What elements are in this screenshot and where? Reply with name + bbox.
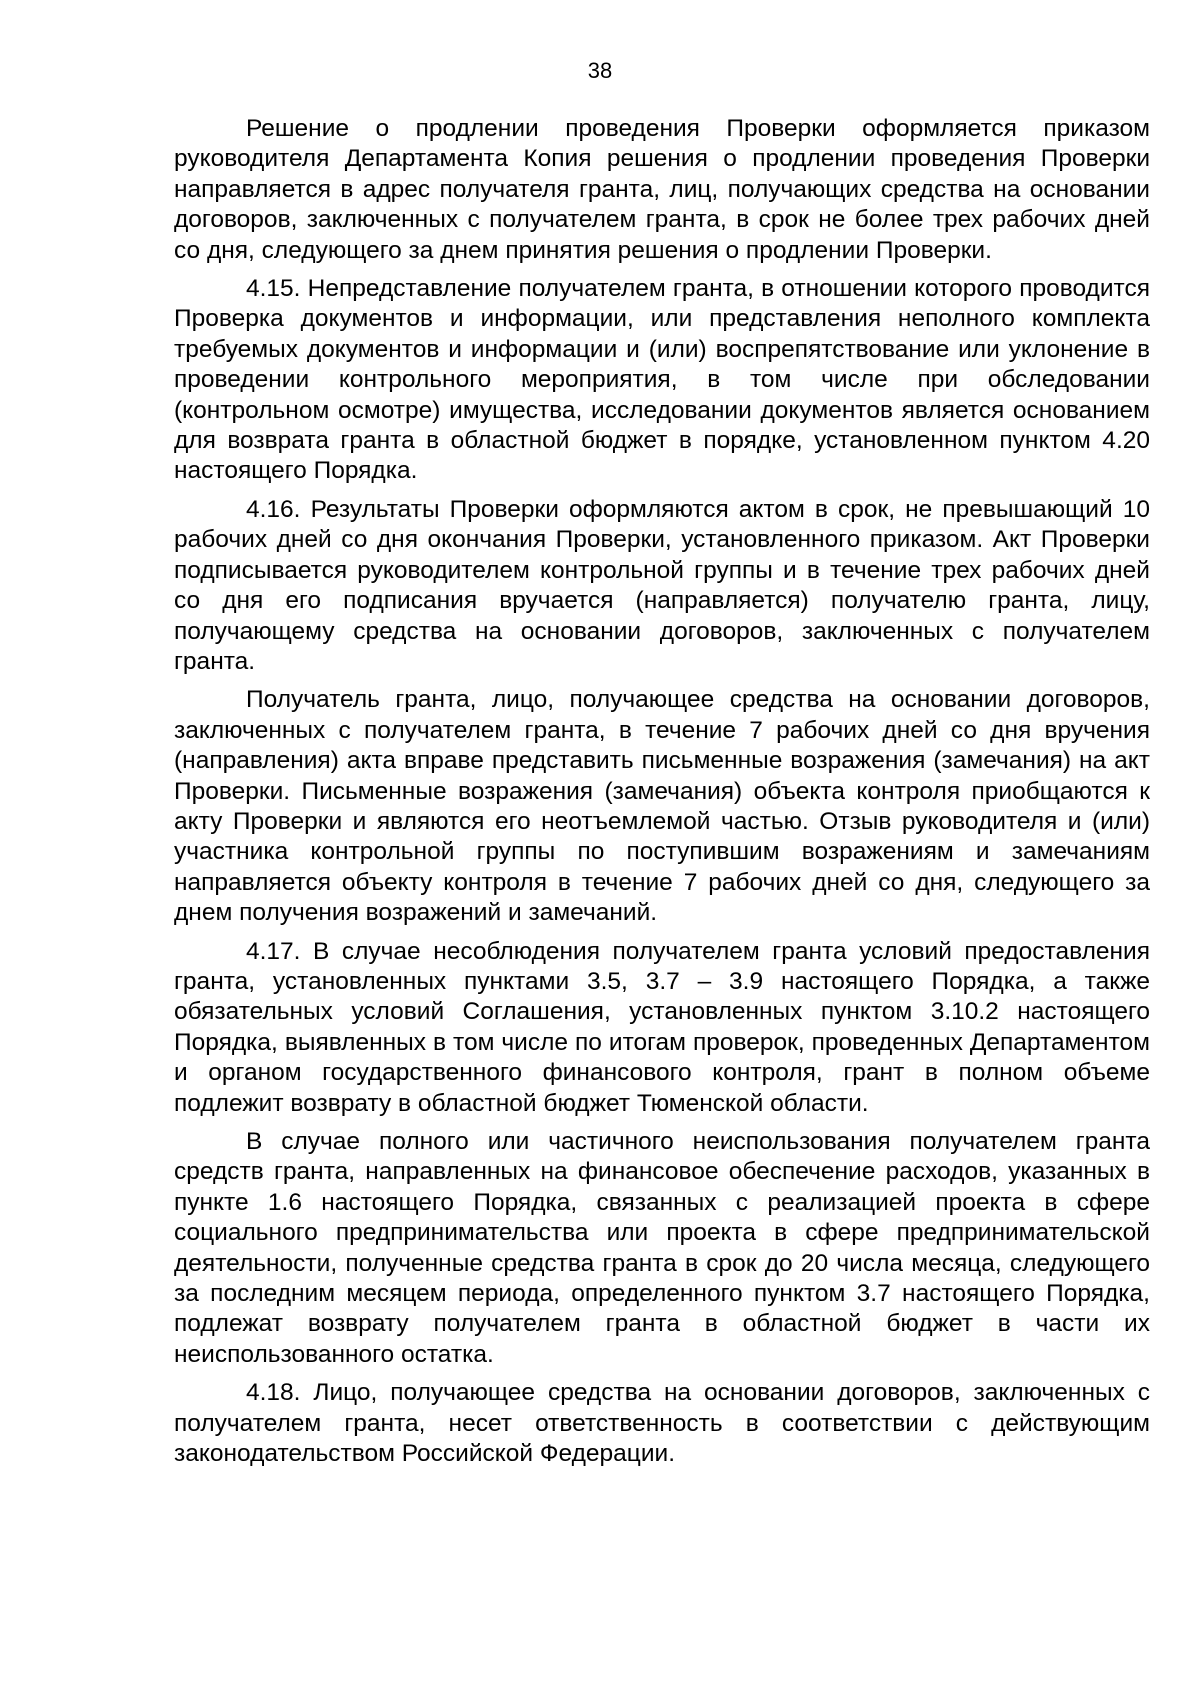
paragraph-4-15: 4.15. Непредставление получателем гранта, в отношении которого проводится Проверка документов и информации, или представления неполного комплекта требуемых документов и информации и (или) воспрепятствование или уклонение в проведении контрольного мероприятия, в том числе при обследовании (контрольном осмотре) имущества, исследовании документов является основанием для возврата гранта в областной бюджет в порядке, установленном пунктом 4.20 настоящего Порядка.	[174, 275, 1150, 485]
paragraph-unused-funds: В случае полного или частичного неиспользования получателем гранта средств гранта, направленных на финансовое обеспечение расходов, указанных в пункте 1.6 настоящего Порядка, связанных с реализацией проекта в сфере социального предпринимательства или проекта в сфере предпринимательской деятельности, полученные средства гранта в срок до 20 числа месяца, следующего за последним месяцем периода, определенного пунктом 3.7 настоящего Порядка, подлежат возврату получателем гранта в областной бюджет в части их неиспользованного остатка.	[174, 1128, 1150, 1368]
paragraph-4-18: 4.18. Лицо, получающее средства на основании договоров, заключенных с получателем гранта, несет ответственность в соответствии с действующим законодательством Российской Федерации.	[174, 1379, 1150, 1468]
paragraph-4-16: 4.16. Результаты Проверки оформляются актом в срок, не превышающий 10 рабочих дней со дня окончания Проверки, установленного приказом. Акт Проверки подписывается руководителем контрольной группы и в течение трех рабочих дней со дня его подписания вручается (направляется) получателю гранта, лицу, получающему средства на основании договоров, заключенных с получателем гранта.	[174, 495, 1150, 675]
paragraph-extension-decision: Решение о продлении проведения Проверки оформляется приказом руководителя Департамента Копия решения о продлении проведения Проверки направляется в адрес получателя гранта, лиц, получающих средства на основании договоров, заключенных с получателем гранта, в срок не более трех рабочих дней со дня, следующего за днем принятия решения о продлении Проверки.	[174, 115, 1150, 264]
paragraph-4-17: 4.17. В случае несоблюдения получателем гранта условий предоставления гранта, установленных пунктами 3.5, 3.7 – 3.9 настоящего Порядка, а также обязательных условий Соглашения, установленных пунктом 3.10.2 настоящего Порядка, выявленных в том числе по итогам проверок, проведенных Департаментом и органом государственного финансового контроля, грант в полном объеме подлежит возврату в областной бюджет Тюменской области.	[174, 937, 1150, 1117]
page-number: 38	[587, 58, 613, 83]
paragraph-objections: Получатель гранта, лицо, получающее средства на основании договоров, заключенных с получателем гранта, в течение 7 рабочих дней со дня вручения (направления) акта вправе представить письменные возражения (замечания) на акт Проверки. Письменные возражения (замечания) объекта контроля приобщаются к акту Проверки и являются его неотъемлемой частью. Отзыв руководителя и (или) участника контрольной группы по поступившим возражениям и замечаниям направляется объекту контроля в течение 7 рабочих дней со дня, следующего за днем получения возражений и замечаний.	[174, 686, 1150, 927]
document-body	[174, 114, 1150, 1477]
